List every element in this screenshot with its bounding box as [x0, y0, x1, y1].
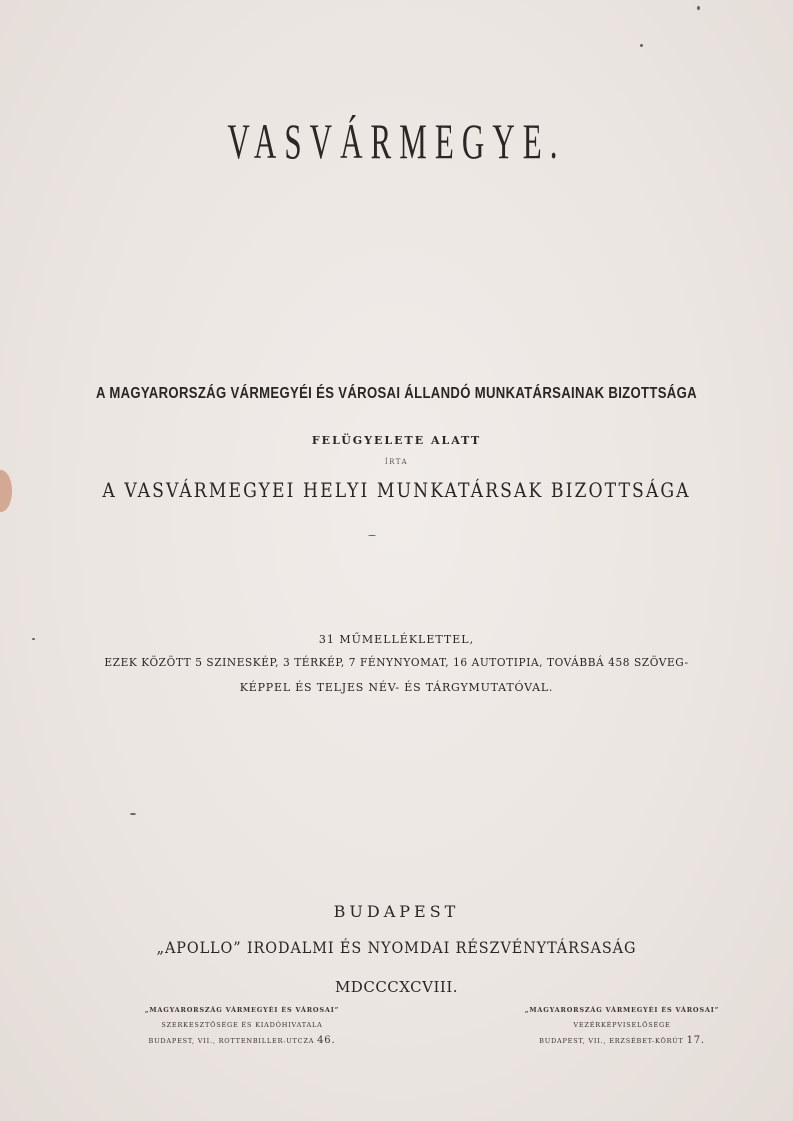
- publication-year: MDCCCXCVIII.: [334, 978, 459, 996]
- local-committee-heading: A VASVÁRMEGYEI HELYI MUNKATÁRSAK BIZOTTSÁGA: [102, 478, 691, 502]
- imprint-left: [112, 1003, 372, 1049]
- imprint-left-number: 46.: [317, 1035, 336, 1046]
- paper-speck: [640, 44, 643, 47]
- imprint-left-line-3: BUDAPEST, VII., ROTTENBILLER-UTCZA: [148, 1037, 315, 1045]
- supplements-line-1: 31 MŰMELLÉKLETTEL,: [318, 633, 475, 646]
- imprint-left-line-1: „MAGYARORSZÁG VÁRMEGYÉI ÉS VÁROSAI”: [144, 1006, 340, 1014]
- wrote-text: ÍRTA: [384, 458, 409, 466]
- book-title: VASVÁRMEGYE.: [227, 113, 566, 169]
- page-edge-stain: [0, 470, 12, 512]
- publication-city: BUDAPEST: [333, 902, 460, 921]
- paper-speck: [368, 535, 376, 536]
- supplements-line-3: KÉPPEL ÉS TELJES NÉV- ÉS TÁRGYMUTATÓVAL.: [239, 681, 554, 694]
- supervision-text: FELÜGYELETE ALATT: [311, 434, 482, 447]
- paper-speck: [130, 813, 136, 815]
- imprint-left-line-2: SZERKESZTŐSÉGE ÉS KIADÓHIVATALA: [161, 1021, 323, 1029]
- imprint-right-line-2: VEZÉRKÉPVISELŐSÉGE: [573, 1021, 671, 1029]
- committee-heading: A MAGYARORSZÁG VÁRMEGYÉI ÉS VÁROSAI ÁLLANDÓ MUNKATÁRSAINAK BIZOTTSÁGA: [96, 385, 697, 402]
- supplements-line-2: EZEK KÖZÖTT 5 SZINESKÉP, 3 TÉRKÉP, 7 FÉNYNYOMAT, 16 AUTOTIPIA, TOVÁBBÁ 458 SZÖVEG-: [104, 656, 689, 669]
- publisher-name: „APOLLO” IRODALMI ÉS NYOMDAI RÉSZVÉNYTÁRSASÁG: [156, 938, 637, 957]
- imprint-right-line-3: BUDAPEST, VII., ERZSÉBET-KÖRÚT: [539, 1037, 684, 1045]
- imprint-right: [492, 1003, 752, 1049]
- paper-speck: [697, 6, 700, 10]
- imprint-right-line-1: „MAGYARORSZÁG VÁRMEGYÉI ÉS VÁROSAI”: [524, 1006, 720, 1014]
- imprint-right-number: 17.: [686, 1035, 705, 1046]
